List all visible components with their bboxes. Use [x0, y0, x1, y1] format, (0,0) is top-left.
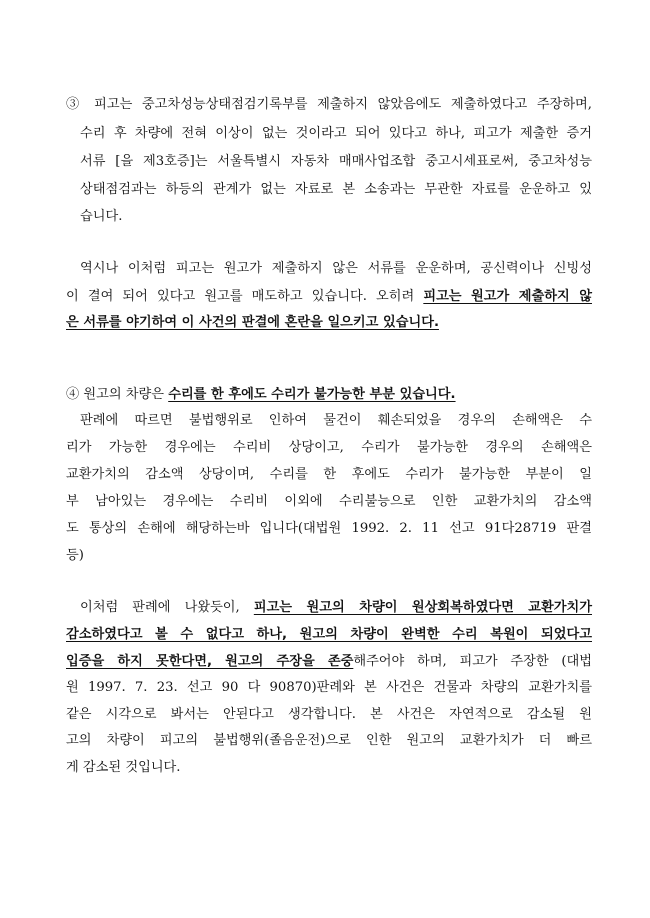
paragraph-2-line-3-emphasis: 은 서류를 야기하여 이 사건의 판결에 혼란을 일으키고 있습니다. — [66, 315, 439, 330]
paragraph-4-line-5: 같은 시각으로 봐서는 안된다고 생각합니다. 본 사건은 자연적으로 감소될 원 — [66, 707, 592, 722]
paragraph-4-line-3-text: 해주어야 하며, 피고가 주장한 (대법 — [353, 654, 593, 669]
paragraph-4-line-2-emphasis: 감소하였다고 볼 수 없다고 하나, 원고의 차량이 완벽한 수리 복원이 되었다고 — [66, 627, 592, 642]
section-3-line-5: 습니다. — [80, 209, 123, 224]
section-4-line-6: 등) — [66, 548, 84, 563]
paragraph-4-line-6: 고의 차량이 피고의 불법행위(졸음운전)으로 인한 원고의 교환가치가 더 빠르 — [66, 733, 592, 748]
section-3-line-3: 서류 [을 제3호증]는 서울특별시 자동차 매매사업조합 중고시세표로써, 중고차성능 — [80, 154, 592, 169]
paragraph-4-line-4: 원 1997. 7. 23. 선고 90 다 90870)판례와 본 사건은 건물과 차량의 교환가치를 — [66, 680, 592, 695]
paragraph-2-line-3 — [66, 313, 592, 333]
paragraph-4-line-1-text: 이처럼 판례에 나왔듯이, — [80, 600, 254, 615]
paragraph-2-line-2-text: 이 결여 되어 있다고 원고를 매도하고 있습니다. 오히려 — [66, 289, 424, 304]
section-3-line-1: ③ 피고는 중고차성능상태점검기록부를 제출하지 않았음에도 제출하였다고 주장하며, — [66, 97, 592, 112]
section-4-line-2: 리가 가능한 경우에는 수리비 상당이고, 수리가 불가능한 경우의 손해액은 — [66, 440, 592, 455]
section-4-heading-emphasis: 수리를 한 후에도 수리가 불가능한 부분 있습니다. — [168, 387, 456, 402]
paragraph-4-line-1-emphasis: 피고는 원고의 차량이 원상회복하였다면 교환가치가 — [253, 600, 592, 615]
section-4-line-5: 도 통상의 손해에 해당하는바 입니다(대법원 1992. 2. 11 선고 91다28719 판결 — [66, 521, 592, 536]
paragraph-4-line-1 — [80, 598, 592, 618]
paragraph-4-line-3 — [66, 652, 592, 672]
paragraph-4-line-3-emphasis: 입증을 하지 못한다면, 원고의 주장을 존중 — [66, 654, 354, 669]
section-3-line-2: 수리 후 차량에 전혀 이상이 없는 것이라고 되어 있다고 하나, 피고가 제출한 증거 — [80, 126, 592, 141]
section-4-line-4: 부 남아있는 경우에는 수리비 이외에 수리불능으로 인한 교환가치의 감소액 — [66, 494, 592, 509]
section-4-heading — [66, 385, 592, 405]
paragraph-2-line-2 — [66, 287, 592, 307]
section-4-line-1: 판례에 따르면 불법행위로 인하여 물건이 훼손되었을 경우의 손해액은 수 — [80, 413, 592, 428]
section-4-line-3: 교환가치의 감소액 상당이며, 수리를 한 후에도 수리가 불가능한 부분이 일 — [66, 467, 592, 482]
paragraph-2-line-1: 역시나 이처럼 피고는 원고가 제출하지 않은 서류를 운운하며, 공신력이나 신빙성 — [80, 261, 592, 276]
paragraph-4-line-7: 게 감소된 것입니다. — [66, 760, 181, 775]
paragraph-2-line-2-emphasis: 피고는 원고가 제출하지 않 — [423, 289, 592, 304]
section-3-line-4: 상태점검과는 하등의 관계가 없는 자료로 본 소송과는 무관한 자료를 운운하고 있 — [80, 182, 592, 197]
paragraph-4-line-2 — [66, 625, 592, 645]
section-4-heading-text: ④ 원고의 차량은 — [66, 387, 169, 402]
